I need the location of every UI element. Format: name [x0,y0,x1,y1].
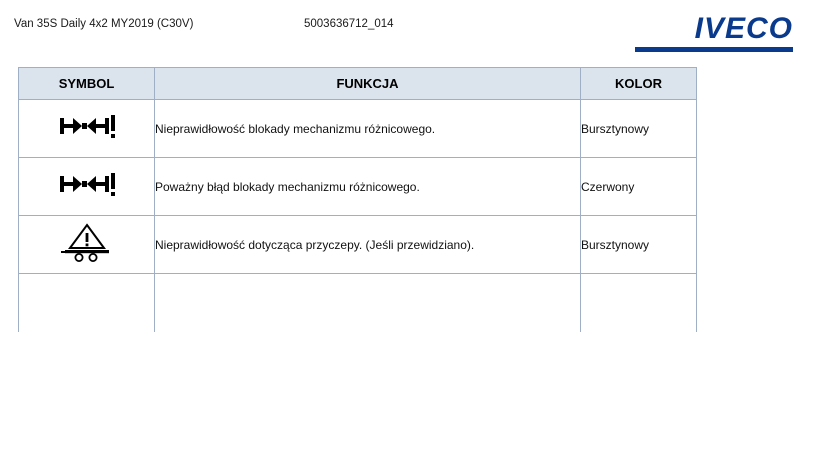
table-row [19,100,697,158]
symbol-cell [19,158,155,216]
function-cell: Poważny błąd blokady mechanizmu różnicowego. [155,158,581,216]
symbol-table-wrapper [18,67,693,332]
document-code: 5003636712_014 [304,18,394,30]
iveco-logo-bar [635,47,793,52]
function-cell-partial [155,274,581,332]
differential-lock-icon [58,171,116,197]
document-header [14,14,805,54]
iveco-logo [633,14,793,58]
iveco-logo-text: IVECO [694,12,793,45]
color-cell: Bursztynowy [581,216,697,274]
table-header-row [19,68,697,100]
function-cell: Nieprawidłowość dotycząca przyczepy. (Jeśli przewidziano). [155,216,581,274]
color-cell: Bursztynowy [581,100,697,158]
symbol-cell [19,100,155,158]
symbol-cell-partial [19,274,155,332]
differential-lock-icon [58,113,116,139]
color-cell-partial [581,274,697,332]
vehicle-title: Van 35S Daily 4x2 MY2019 (C30V) [14,18,194,30]
symbol-cell [19,216,155,274]
column-header-function: FUNKCJA [155,68,581,100]
column-header-color: KOLOR [581,68,697,100]
table-row [19,158,697,216]
trailer-warning-icon [60,222,114,262]
function-cell: Nieprawidłowość blokady mechanizmu różnicowego. [155,100,581,158]
color-cell: Czerwony [581,158,697,216]
table-row [19,216,697,274]
table-row-partial [19,274,697,332]
column-header-symbol: SYMBOL [19,68,155,100]
symbol-table [18,67,697,332]
